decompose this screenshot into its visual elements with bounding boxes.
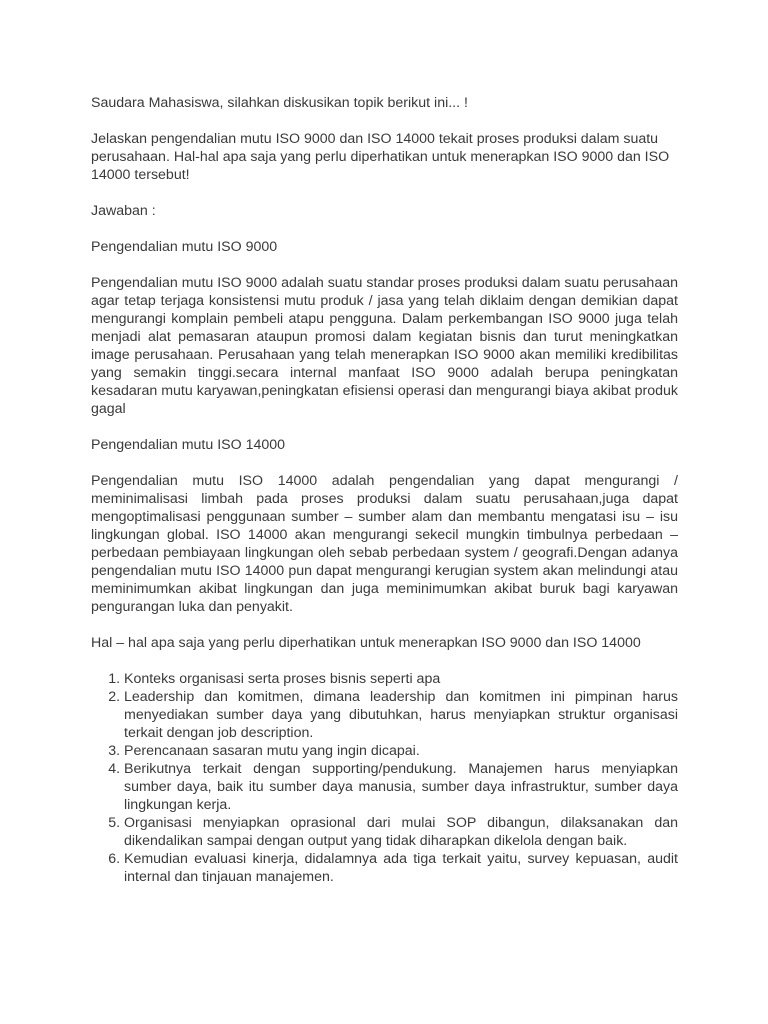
list-item: 2. Leadership dan komitmen, dimana leadership dan komitmen ini pimpinan harus menyediakan sumber daya yang dibutuhkan, harus menyiapkan struktur organisasi terkait dengan job description.: [124, 688, 678, 742]
list-item: 4. Berikutnya terkait dengan supporting/pendukung. Manajemen harus menyiapkan sumber daya, baik itu sumber daya manusia, sumber daya infrastruktur, sumber daya lingkungan kerja.: [124, 760, 678, 814]
considerations-list: [91, 670, 678, 886]
iso14000-paragraph: Pengendalian mutu ISO 14000 adalah pengendalian yang dapat mengurangi / meminimalisasi limbah pada proses produksi dalam suatu perusahaan,juga dapat mengoptimalisasi penggunaan sumber – sumber alam dan membantu mengatasi isu – isu lingkungan global. ISO 14000 akan mengurangi sekecil mungkin timbulnya perbedaan – perbedaan pembiayaan lingkungan oleh sebab perbedaan system / geografi.Dengan adanya pengendalian mutu ISO 14000 pun dapat mengurangi kerugian system akan melindungi atau meminimumkan akibat lingkungan dan juga meminimumkan akibat buruk bagi karyawan pengurangan luka dan penyakit.: [91, 473, 678, 615]
list-item: 1. Konteks organisasi serta proses bisnis seperti apa: [124, 670, 678, 688]
document-page: [91, 94, 678, 886]
iso14000-heading: Pengendalian mutu ISO 14000: [91, 437, 286, 453]
greeting-text: Saudara Mahasiswa, silahkan diskusikan topik berikut ini... !: [91, 95, 468, 111]
answer-label: Jawaban :: [91, 203, 156, 219]
list-item: 3. Perencanaan sasaran mutu yang ingin dicapai.: [124, 742, 678, 760]
list-item: 6. Kemudian evaluasi kinerja, didalamnya ada tiga terkait yaitu, survey kepuasan, audit internal dan tinjauan manajemen.: [124, 850, 678, 886]
question-text: Jelaskan pengendalian mutu ISO 9000 dan ISO 14000 tekait proses produksi dalam suatu perusahaan. Hal-hal apa saja yang perlu diperhatikan untuk menerapkan ISO 9000 dan ISO 14000 tersebut!: [91, 131, 670, 183]
iso9000-paragraph: Pengendalian mutu ISO 9000 adalah suatu standar proses produksi dalam suatu perusahaan agar tetap terjaga konsistensi mutu produk / jasa yang telah diklaim dengan demikian dapat mengurangi komplain pembeli atapu pengguna. Dalam perkembangan ISO 9000 juga telah menjadi alat pemasaran ataupun promosi dalam kegiatan bisnis dan turut meningkatkan image perusahaan. Perusahaan yang telah menerapkan ISO 9000 akan memiliki kredibilitas yang semakin tinggi.secara internal manfaat ISO 9000 adalah berupa peningkatan kesadaran mutu karyawan,peningkatan efisiensi operasi dan mengurangi biaya akibat produk gagal: [91, 275, 678, 417]
considerations-heading: Hal – hal apa saja yang perlu diperhatikan untuk menerapkan ISO 9000 dan ISO 14000: [91, 635, 641, 651]
iso9000-heading: Pengendalian mutu ISO 9000: [91, 239, 278, 255]
list-item: 5. Organisasi menyiapkan oprasional dari mulai SOP dibangun, dilaksanakan dan dikendalikan sampai dengan output yang tidak diharapkan dikelola dengan baik.: [124, 814, 678, 850]
